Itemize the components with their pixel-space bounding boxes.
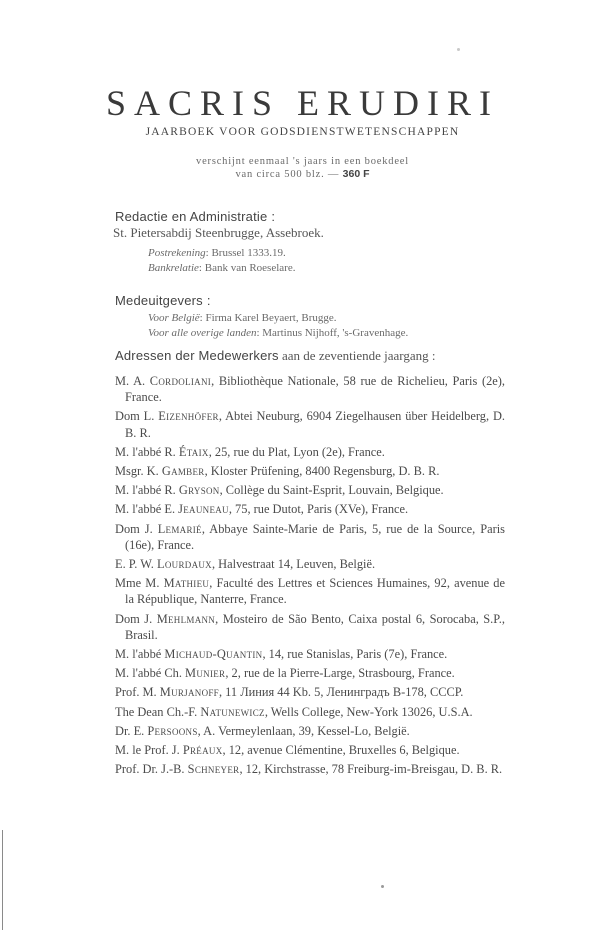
- contributor-address: , 25, rue du Plat, Lyon (2e), France.: [208, 444, 385, 459]
- bankrelatie-line: [148, 261, 295, 276]
- contributor-address: , 75, rue Dutot, Paris (XVe), France.: [228, 502, 409, 517]
- frequency-line-2-text: van circa 500 blz. —: [235, 169, 340, 180]
- contributor-entry: [115, 482, 505, 498]
- contributor-entry: [115, 646, 505, 662]
- contributor-address: , 11 Линия 44 Kb. 5, Ленинградъ B-178, CCCP.: [218, 685, 464, 700]
- contributor-name: Préaux: [182, 743, 223, 758]
- contributor-title: M. l'abbé: [115, 647, 165, 662]
- contributor-title: Prof. M.: [115, 685, 160, 700]
- contributor-title: M. l'abbé Ch.: [115, 666, 186, 681]
- contributor-title: Dom L.: [115, 409, 159, 424]
- publisher-belgie-value: : Firma Karel Beyaert, Brugge.: [199, 312, 337, 324]
- postrekening-label: Postrekening: [148, 247, 206, 259]
- frequency-line-1: verschijnt eenmaal 's jaars in een boekdeel: [196, 156, 409, 167]
- contributor-entry: [115, 742, 505, 758]
- contributor-title: Msgr. K.: [115, 464, 162, 479]
- contributor-title: M. A.: [115, 374, 150, 388]
- contributor-entry: [115, 723, 505, 739]
- contributor-entry: [115, 521, 505, 553]
- medeuitgevers-heading: [115, 292, 211, 310]
- postrekening-line: [148, 246, 295, 261]
- contributor-name: Cordoliani: [149, 374, 212, 388]
- contributor-entry: [115, 501, 505, 517]
- adressen-heading: [115, 348, 436, 364]
- contributor-address: , Halvestraat 14, Leuven, België.: [211, 557, 376, 572]
- contributor-title: Mme M.: [115, 576, 164, 591]
- journal-title: SACRIS ERUDIRI: [105, 83, 500, 123]
- contributor-name: Mathieu: [163, 576, 210, 591]
- contributor-title: The Dean Ch.-F.: [115, 704, 201, 719]
- bankrelatie-label: Bankrelatie: [148, 262, 199, 274]
- contributor-address: , A. Vermeylenlaan, 39, Kessel-Lo, België.: [197, 723, 410, 738]
- contributor-title: M. l'abbé R.: [115, 444, 179, 459]
- contributor-entry: [115, 684, 505, 700]
- contributor-entry: [115, 761, 505, 777]
- contributor-entry: [115, 556, 505, 572]
- contributor-name: Gryson: [178, 483, 220, 498]
- adressen-heading-text: Adressen der Medewerkers: [115, 348, 279, 363]
- publisher-other-label: Voor alle overige landen: [148, 327, 257, 339]
- contributor-title: M. l'abbé R.: [115, 483, 179, 498]
- contributor-name: Michaud-Quantin: [164, 647, 263, 662]
- page-dot: [381, 885, 384, 888]
- contributor-address: , Mosteiro de São Bento, Caixa postal 6, Sorocaba, S.P., Brasil.: [125, 611, 505, 642]
- contributor-name: Schneyer: [187, 762, 240, 777]
- publication-frequency: [0, 155, 605, 181]
- contributor-address: , 12, Kirchstrasse, 78 Freiburg-im-Breisgau, D. B. R.: [239, 762, 503, 777]
- contributor-title: M. l'abbé E.: [115, 502, 179, 517]
- redactie-heading-text: Redactie en Administratie: [115, 209, 268, 224]
- contributor-name: Persoons: [147, 723, 198, 738]
- contributor-name: Étaix: [178, 444, 209, 459]
- redactie-accounts: [148, 246, 295, 276]
- contributor-name: Murjanoff: [159, 685, 219, 700]
- frequency-line-2: [0, 168, 605, 181]
- redactie-address: St. Pietersabdij Steenbrugge, Assebroek.: [113, 225, 324, 240]
- contributor-address-list: [115, 373, 505, 780]
- contributor-title: Dom J.: [115, 611, 157, 626]
- contributor-title: E. P. W.: [115, 557, 158, 572]
- contributor-entry: [115, 704, 505, 720]
- contributor-entry: [115, 373, 505, 405]
- redactie-heading-colon: :: [271, 209, 276, 224]
- medeuitgevers-heading-colon: :: [206, 293, 211, 308]
- contributor-address: , Faculté des Lettres et Sciences Humaines, 92, avenue de la République, Nanterre, France.: [125, 576, 506, 607]
- contributor-name: Gamber: [161, 464, 205, 479]
- contributor-name: Munier: [185, 666, 226, 681]
- contributor-name: Eizenhöfer: [158, 409, 219, 424]
- contributor-name: Natunewicz: [200, 704, 265, 719]
- contributor-entry: [115, 408, 505, 440]
- contributor-address: , Collège du Saint-Esprit, Louvain, Belgique.: [219, 483, 444, 498]
- publisher-belgie-label: Voor België: [148, 312, 200, 324]
- publisher-belgie: [148, 311, 408, 326]
- medeuitgevers-heading-text: Medeuitgevers: [115, 293, 203, 308]
- contributor-name: Jeauneau: [178, 502, 229, 517]
- contributor-address: , Abtei Neuburg, 6904 Ziegelhausen über Heidelberg, D. B. R.: [125, 409, 505, 440]
- publisher-other-value: : Martinus Nijhoff, 's-Gravenhage.: [256, 327, 409, 339]
- contributor-title: Dr. E.: [115, 723, 148, 738]
- contributor-entry: [115, 575, 505, 607]
- contributor-title: Dom J.: [115, 521, 158, 536]
- speck-mark: [457, 48, 460, 51]
- contributor-name: Lemarié: [157, 521, 202, 536]
- contributor-address: , 14, rue Stanislas, Paris (7e), France.: [262, 647, 448, 662]
- adressen-heading-rest: aan de zeventiende jaargang :: [282, 348, 436, 363]
- contributor-address: , Wells College, New-York 13026, U.S.A.: [264, 704, 473, 719]
- contributor-address: , 12, avenue Clémentine, Bruxelles 6, Belgique.: [222, 743, 460, 758]
- redactie-heading: [115, 208, 275, 226]
- publisher-other: [148, 326, 408, 341]
- postrekening-value: : Brussel 1333.19.: [205, 247, 286, 259]
- contributor-name: Mehlmann: [156, 611, 216, 626]
- contributor-address: , Bibliothèque Nationale, 58 rue de Richelieu, Paris (2e), France.: [125, 374, 506, 405]
- journal-subtitle: JAARBOEK VOOR GODSDIENSTWETENSCHAPPEN: [145, 126, 460, 138]
- page-edge-line: [2, 830, 3, 930]
- contributor-title: M. le Prof. J.: [115, 743, 183, 758]
- medeuitgevers-list: [148, 311, 408, 341]
- contributor-entry: [115, 444, 505, 460]
- bankrelatie-value: : Bank van Roeselare.: [198, 262, 296, 274]
- contributor-address: , Abbaye Sainte-Marie de Paris, 5, rue de la Source, Paris (16e), France.: [125, 521, 505, 552]
- contributor-entry: [115, 611, 505, 643]
- price: 360 F: [342, 168, 370, 180]
- contributor-entry: [115, 463, 505, 479]
- contributor-address: , 2, rue de la Pierre-Large, Strasbourg, France.: [225, 666, 455, 681]
- contributor-title: Prof. Dr. J.-B.: [115, 762, 188, 777]
- contributor-address: , Kloster Prüfening, 8400 Regensburg, D. B. R.: [204, 464, 440, 479]
- contributor-entry: [115, 665, 505, 681]
- contributor-name: Lourdaux: [157, 557, 212, 572]
